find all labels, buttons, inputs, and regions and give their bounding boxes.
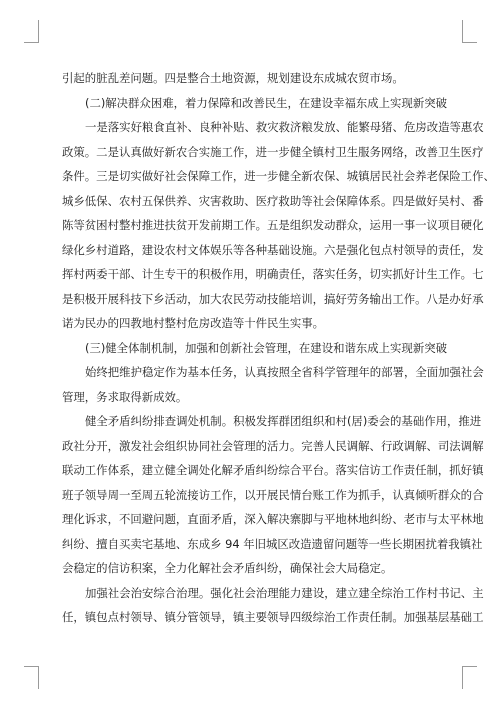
section-heading (62, 91, 447, 116)
crop-mark-top-left (24, 20, 39, 43)
body-paragraph (62, 115, 495, 336)
text-line: 一是落实好粮食直补、良种补贴、救灾救济粮发放、能繁母猪、危房改造等惠农 (85, 120, 484, 134)
body-paragraph (62, 360, 484, 409)
text-line: 班子领导周一至周五轮流接访工作，以开展民情台账工作为抓手，认真倾听群众的合 (62, 487, 484, 502)
text-line: 诺为民办的四教地村整村危房改造等十件民生实事。 (62, 316, 324, 330)
text-line: 联动工作体系，建立健全调处化解矛盾纠纷综合平台。落实信访工作责任制，抓好镇 (62, 463, 484, 477)
text-line: 任，镇包点村领导、镇分管领导，镇主要领导四级综治工作责任制。加强基层基础工 (62, 610, 484, 624)
text-line: (三)健全体制机制，加强和创新社会管理，在建设和谐东成上实现新突破 (85, 340, 447, 355)
body-paragraph (62, 66, 440, 91)
text-line: (二)解决群众困难，着力保障和改善民生，在建设幸福东成上实现新突破 (85, 95, 447, 110)
body-paragraph (62, 581, 484, 630)
text-line: 是积极开展科技下乡活动，加大农民劳动技能培训，搞好劳务输出工作。八是办好承 (62, 291, 484, 306)
text-line: 政社分开，激发社会组织协同社会管理的活力。完善人民调解、行政调解、司法调解 (62, 438, 484, 453)
text-line: 陈等贫困村整村推进扶贫开发前期工作。五是组织发动群众，运用一事一议项目硬化 (62, 218, 484, 232)
text-line: 引起的脏乱差问题。四是整合土地资源，规划建设东成城农贸市场。 (62, 71, 404, 85)
text-line: 理化诉求，不回避问题，直面矛盾，深入解决寨脚与平地林地纠纷、老市与太平林地 (62, 512, 484, 526)
text-line: 健全矛盾纠纷排查调处机制。积极发挥群团组织和村(居)委会的基础作用，推进 (85, 414, 482, 428)
document-body (62, 66, 495, 630)
text-line: 挥村两委干部、计生专干的积极作用，明确责任，落实任务，切实抓好计生工作。七 (62, 267, 484, 281)
text-line: 始终把维护稳定作为基本任务，认真按照全省科学管理年的部署，全面加强社会 (85, 365, 484, 379)
text-line: 政策。二是认真做好新农合实施工作，进一步健全镇村卫生服务网络，改善卫生医疗 (62, 144, 484, 159)
text-line: 绿化乡村道路，建设农村文体娱乐等各种基础设施。六是强化包点村领导的责任，发 (62, 242, 484, 257)
crop-mark-bottom-right (462, 666, 477, 689)
section-heading (62, 336, 447, 361)
body-paragraph (62, 409, 484, 581)
text-line: 条件。三是切实做好社会保障工作，进一步健全新农保、城镇居民社会养老保险工作、 (62, 169, 495, 183)
text-line: 城乡低保、农村五保供养、灾害救助、医疗救助等社会保障体系。四是做好吴村、番 (62, 193, 484, 208)
crop-mark-bottom-left (24, 666, 39, 689)
text-line: 纠纷、擅自买卖宅基地、东成乡 94 年旧城区改造遗留问题等一些长期困扰着我镇社 (62, 536, 483, 551)
crop-mark-top-right (462, 20, 477, 43)
text-line: 管理，务求取得新成效。 (62, 389, 188, 404)
text-line: 会稳定的信访积案，全力化解社会矛盾纠纷，确保社会大局稳定。 (62, 561, 393, 575)
text-line: 加强社会治安综合治理。强化社会治理能力建设，建立建全综治工作村书记、主 (85, 585, 484, 600)
